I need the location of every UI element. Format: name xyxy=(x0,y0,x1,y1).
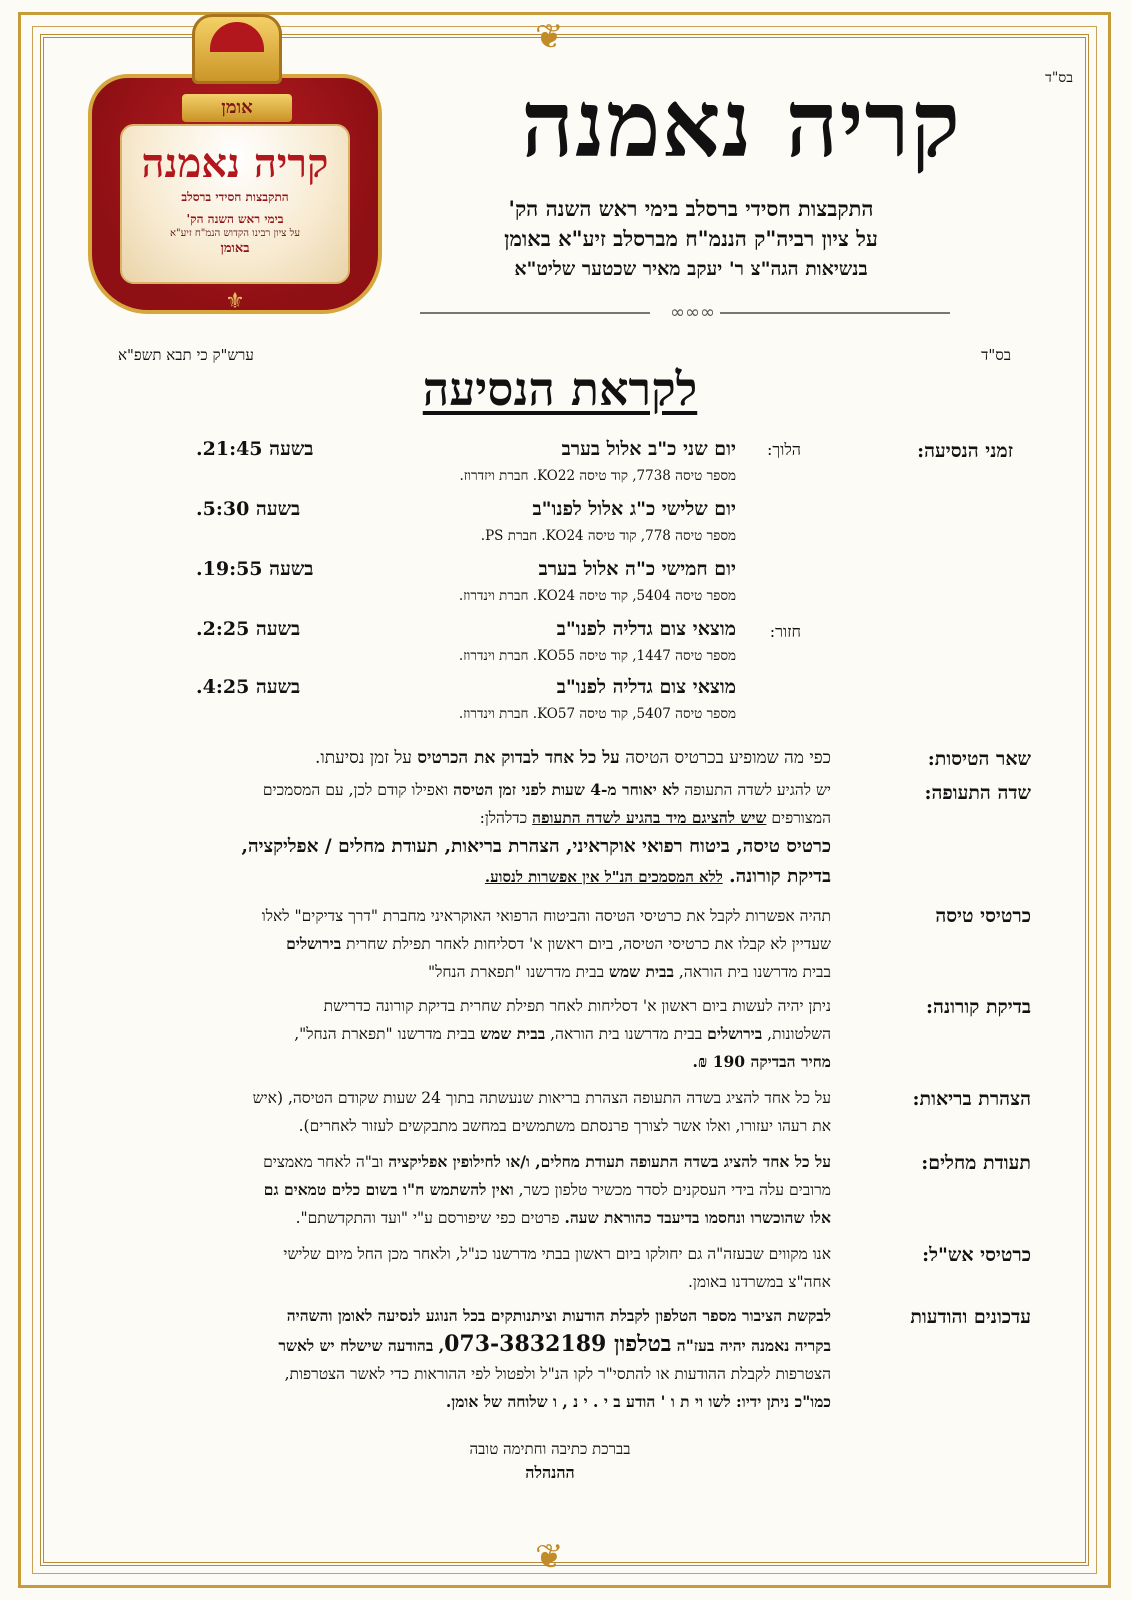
trip-flight: מספר טיסה 5407, קוד טיסה KO57. חברת וינדרוז. xyxy=(458,706,736,722)
other-flights-text: כפי מה שמופיע בכרטיס הטיסה על כל אחד לבדוק את הכרטיס על זמן נסיעתו. xyxy=(314,748,831,768)
ashel-text: אנו מקווים שבעזה"ה גם יחולקו ביום ראשון בבתי מדרשנו כנ"ל, ולאחר מכן החל מיום שלישי אחה"צ במשרדנו באומן. xyxy=(283,1245,831,1291)
corona-text: ניתן יהיה לעשות ביום ראשון א' דסליחות לאחר תפילת שחרית בדיקת קורונה כדרישת השלטונות, בירושלים בבית מדרשנו בית הוראה, בבית שמש בבית מדרשנו "תפארת הנחל", מחיר הבדיקה 190 ₪. xyxy=(294,997,831,1071)
logo-line-1: התקבצות חסידי ברסלב xyxy=(181,190,289,204)
schedule-label: זמני הנסיעה: xyxy=(917,440,1013,462)
corona-label: בדיקת קורונה: xyxy=(926,996,1031,1018)
main-title: קריה נאמנה xyxy=(521,70,961,178)
logo-line-3: על ציון רבינו הקדוש הנמ"ח זיע"א xyxy=(169,228,301,240)
trip-day: יום שני כ"ב אלול בערב xyxy=(561,438,736,460)
recovered-label: תעודת מחלים: xyxy=(921,1152,1031,1174)
closing-signature: ההנהלה xyxy=(525,1463,575,1482)
trip-hour: בשעה 2:25. xyxy=(196,618,301,640)
fleur-de-lis-icon: ⚜ xyxy=(225,289,245,314)
header-divider xyxy=(420,302,950,323)
airport-text: יש להגיע לשדה התעופה לא יאוחר מ-4 שעות לפני זמן הטיסה ואפילו קודם לכן, עם המסמכים המצורפים שיש להציגם מיד בהגיע לשדה התעופה כדלהלן: כרטיס טיסה, ביטוח רפואי אוקראיני, הצהרת בריאות, תעודת מחלים / אפליקציה, בדיקת קורונה. ללא המסמכים הנ"ל אין אפשרות לנסוע. xyxy=(241,780,831,887)
header-line-2: על ציון רביה"ק הננמ"ח מברסלב זיע"א באומן xyxy=(504,226,878,251)
crown-icon xyxy=(192,14,282,84)
ashel-label: כרטיסי אש"ל: xyxy=(922,1244,1031,1266)
trip-flight: מספר טיסה 7738, קוד טיסה KO22. חברת ויזדרוז. xyxy=(459,468,736,484)
logo-badge xyxy=(80,14,390,324)
bottom-ornament-icon: ❦ xyxy=(535,1537,564,1577)
logo-crest-label: אומן xyxy=(182,94,292,122)
logo-line-4: באומן xyxy=(220,241,250,257)
document-date: ערש"ק כי תבא תשפ"א xyxy=(118,346,254,364)
outbound-label: הלוך: xyxy=(766,440,801,459)
tickets-text: תהיה אפשרות לקבל את כרטיסי הטיסה והביטוח הרפואי האוקראיני מחברת "דרך צדיקים" לאלו שעדיין לא קבלו את כרטיסי הטיסה, ביום ראשון א' דסליחות לאחר תפילת שחרית בירושלים בבית מדרשנו בית הוראה, בבית שמש בבית מדרשנו "תפארת הנחל" xyxy=(261,907,831,981)
header-subtitle xyxy=(411,194,971,284)
trip-day: יום שלישי כ"ג אלול לפנו"ב xyxy=(532,498,736,520)
return-label: חזור: xyxy=(769,622,801,641)
closing xyxy=(400,1440,700,1483)
health-label: הצהרת בריאות: xyxy=(912,1088,1031,1110)
tickets-label: כרטיסי טיסה xyxy=(935,905,1031,927)
header-line-3: בנשיאות הגה"צ ר' יעקב מאיר שכטער שליט"א xyxy=(514,258,868,280)
logo-line-2: בימי ראש השנה הק' xyxy=(186,211,284,226)
trip-flight: מספר טיסה 778, קוד טיסה KO24. חברת PS. xyxy=(480,528,736,544)
airport-label: שדה התעופה: xyxy=(924,782,1031,804)
bsd-mark-top: בס"ד xyxy=(1045,70,1073,86)
bsd-mark-second: בס"ד xyxy=(981,346,1011,364)
trip-hour: בשעה 5:30. xyxy=(196,498,301,520)
trip-hour: בשעה 19:55. xyxy=(196,558,314,580)
trip-day: מוצאי צום גדליה לפנו"ב xyxy=(556,676,736,698)
closing-blessing: בברכת כתיבה וחתימה טובה xyxy=(469,1440,631,1458)
trip-day: יום חמישי כ"ה אלול בערב xyxy=(538,558,736,580)
divider-ornament-icon: ∞∞∞ xyxy=(670,302,715,323)
trip-day: מוצאי צום גדליה לפנו"ב xyxy=(556,618,736,640)
trip-flight: מספר טיסה 1447, קוד טיסה KO55. חברת וינדרוז. xyxy=(458,648,736,664)
logo-title: קריה נאמנה xyxy=(141,140,329,187)
updates-text: לבקשת הציבור מספר הטלפון לקבלת הודעות וציתנותקים בכל הנוגע לנסיעה לאומן והשהיה בקריה נאמנה יהיה בעז"ה בטלפון 073-3832189, בהודעה שישלח יש לאשר הצטרפות לקבלת ההודעות או להתסי"ר לקו הנ"ל ולפטול לפי ההוראות כדי לאשר הצטרפות, כמו"כ ניתן ידיו: לשו וי ת ו ' הודע ב י . י נ , ו שלוחה של אומן. xyxy=(278,1306,831,1411)
trip-hour: בשעה 21:45. xyxy=(196,438,314,460)
other-flights-label: שאר הטיסות: xyxy=(927,748,1031,770)
top-ornament-icon: ❦ xyxy=(535,17,564,57)
header-line-1: התקבצות חסידי ברסלב בימי ראש השנה הק' xyxy=(508,196,874,221)
logo-scroll xyxy=(120,124,350,284)
trip-hour: בשעה 4:25. xyxy=(196,676,301,698)
updates-label: עדכונים והודעות xyxy=(910,1306,1031,1328)
health-text: על כל אחד להציג בשדה התעופה הצהרת בריאות שנעשתה בתוך 24 שעות שקודם הטיסה, (איש את רעהו יעזורו, ואלו אשר לצורך פרנסתם משתמשים במחשב מתבקשים לעזור לאחרים). xyxy=(252,1089,831,1135)
section-title: לקראת הנסיעה xyxy=(422,362,698,416)
recovered-text: על כל אחד להציג בשדה התעופה תעודת מחלים, ו/או לחילופין אפליקציה וב"ה לאחר מאמצים מרובים עלה בידי העסקנים לסדר מכשיר טלפון כשר, ואין להשתמש ח"ו בשום כלים טמאים גם אלו שהוכשרו ונחסמו בדיעבד כהוראת שעה. פרטים כפי שיפורסם ע"י "ועד והתקדשתם". xyxy=(263,1152,831,1227)
trip-flight: מספר טיסה 5404, קוד טיסה KO24. חברת וינדרוז. xyxy=(458,588,736,604)
